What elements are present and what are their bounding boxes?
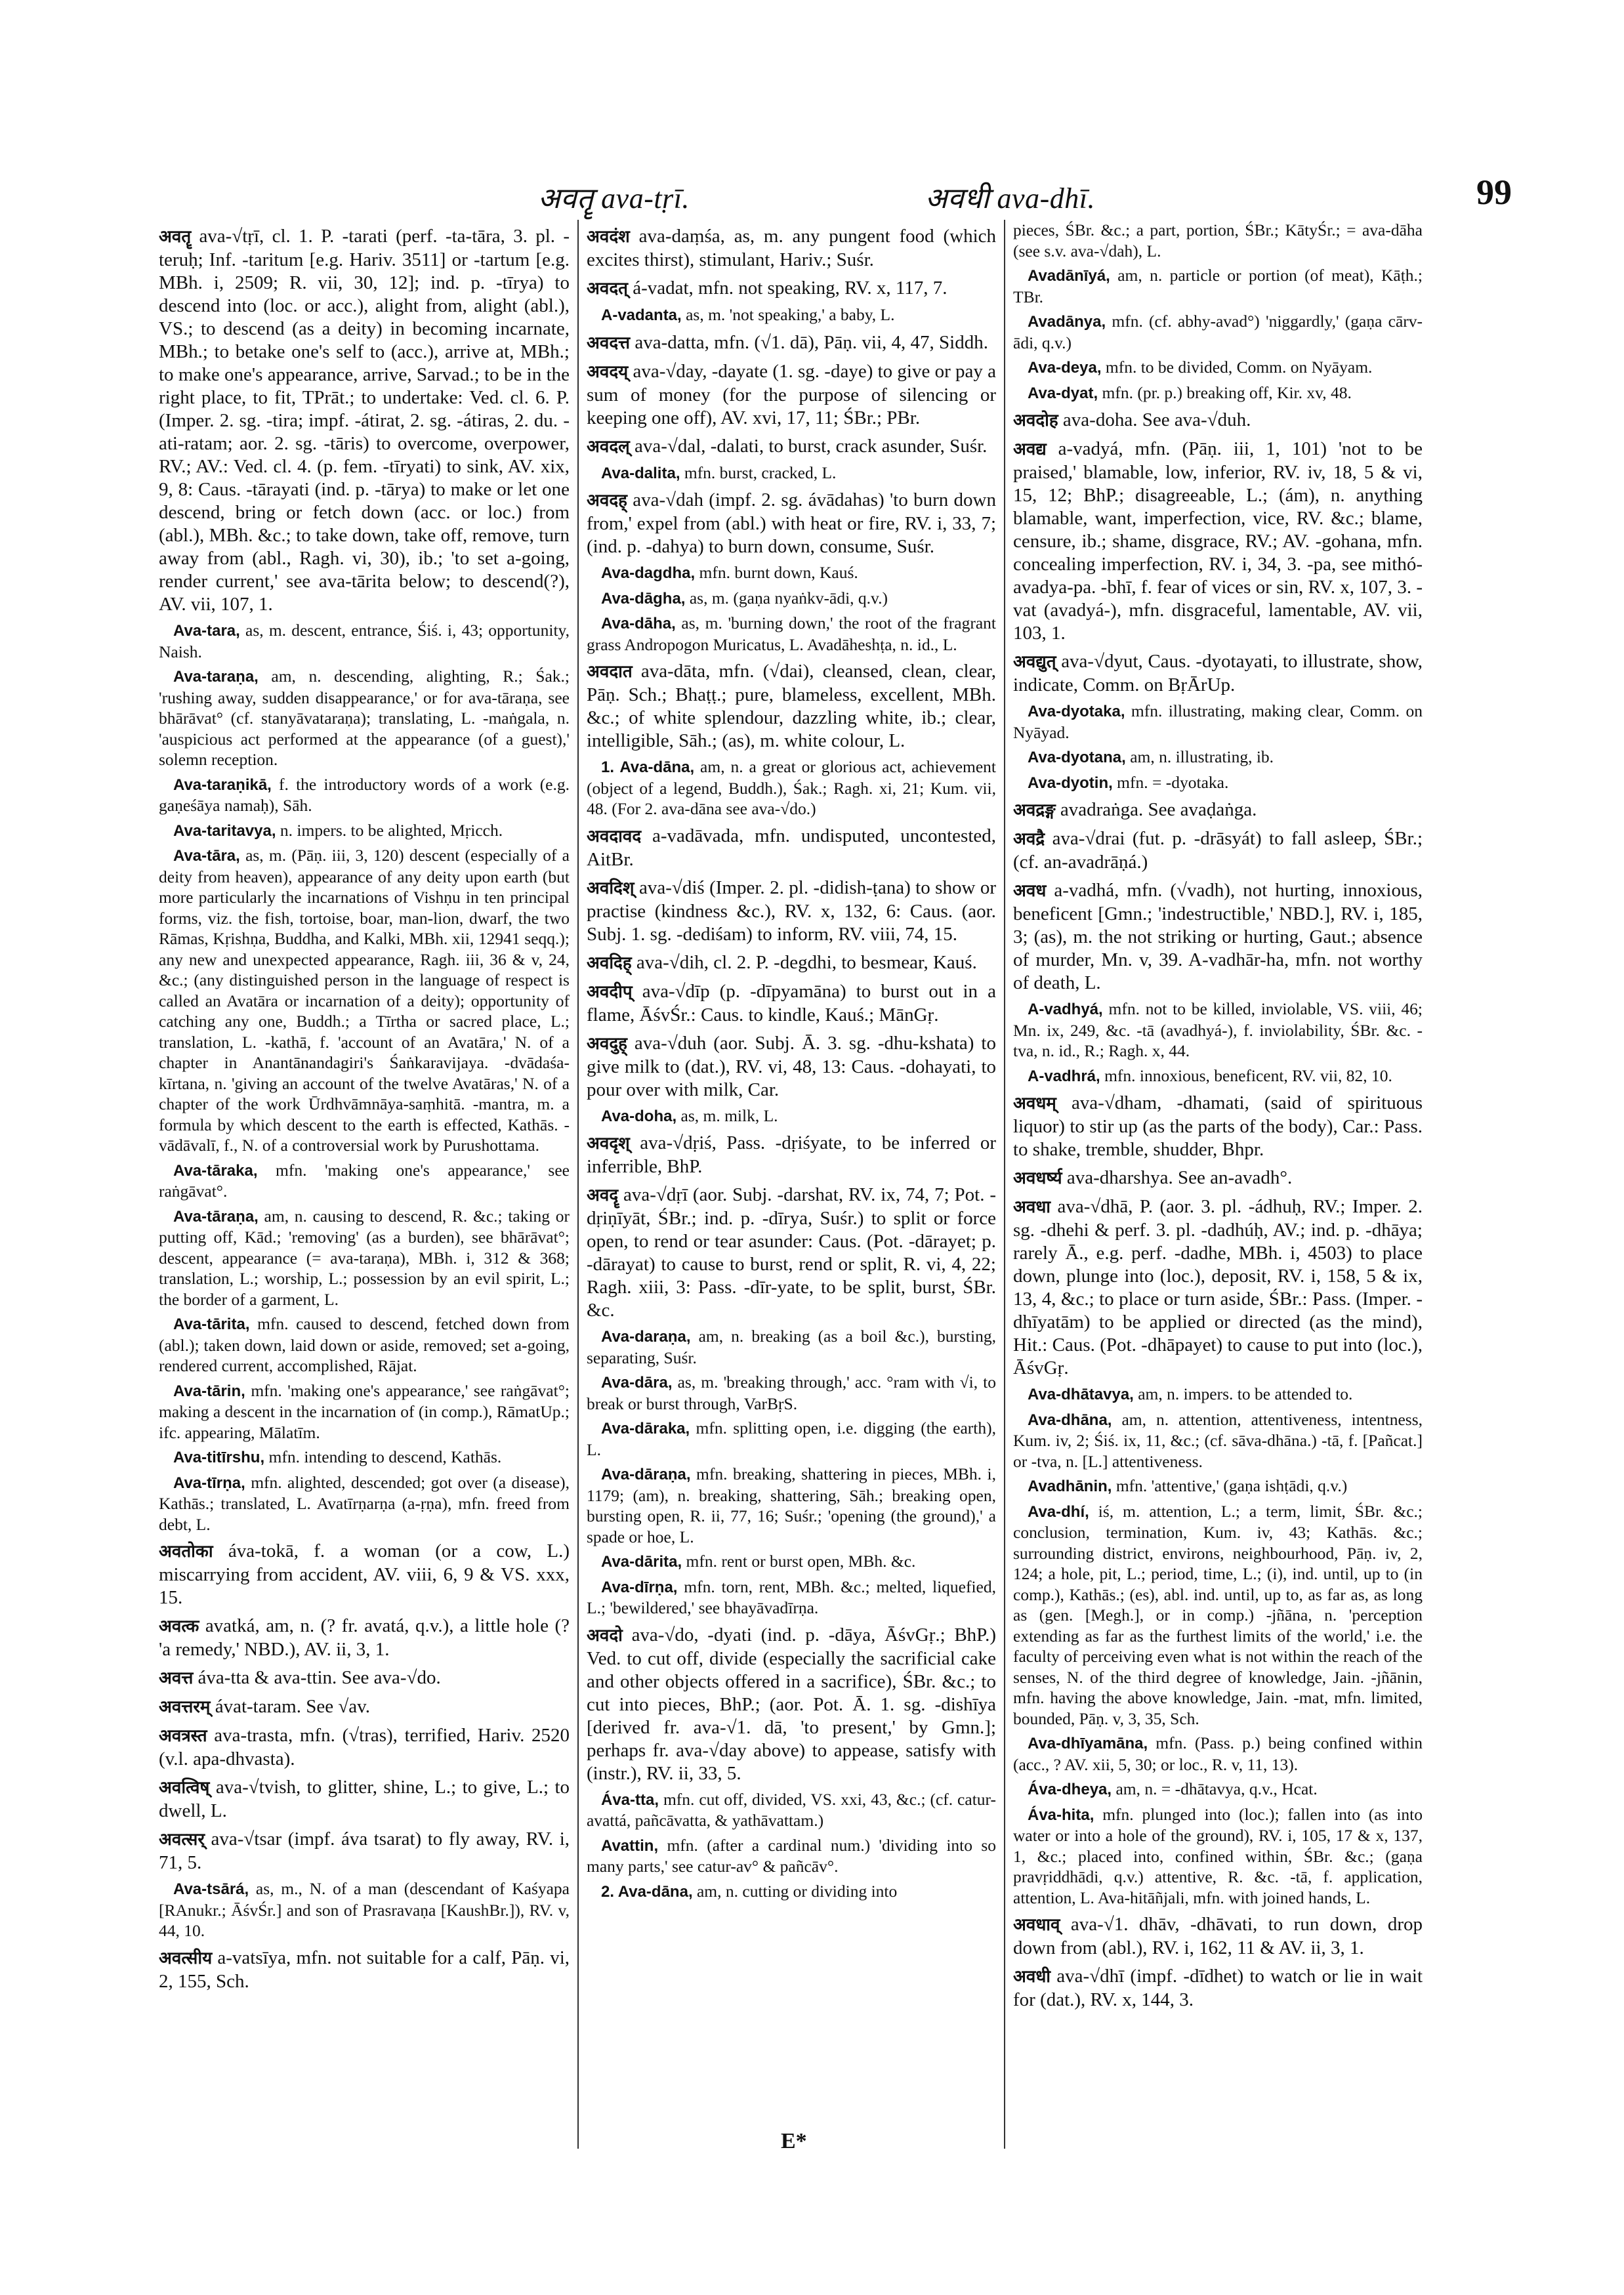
headword-entry [1013,879,1423,995]
sub-entry [1013,220,1423,261]
entry-definition: pieces, ŚBr. &c.; a part, portion, ŚBr.; KātyŚr.; = ava-dāha (see s.v. ava-√dah), L. [1013,220,1423,260]
sub-headword: 2. Ava-dāna, [601,1882,693,1901]
sub-entry [587,1789,996,1831]
sub-headword: Ava-tāraka, [173,1161,258,1180]
sub-entry [159,620,570,662]
sub-entry [587,1551,996,1573]
devanagari-headword: अवत्सर् [159,1830,205,1850]
entry-definition: mfn. = -dyotaka. [1117,772,1229,792]
entry-definition: mfn. alighted, descended; got over (a disease), Kathās.; translated, L. Avatīrṇarṇa (a-ṛṇa), mfn. freed from debt, L. [159,1472,570,1534]
entry-definition: as, m. 'burning down,' the root of the fragrant grass Andropogon Muricatus, L. Avadāheshṭa, n. id., L. [587,613,996,654]
sub-entry [1013,1733,1423,1775]
sub-entry [159,1472,570,1535]
sub-headword: Ava-dāgha, [601,589,686,608]
headword-entry [587,980,996,1027]
devanagari-headword: अवदीप् [587,982,633,1002]
entry-definition: áva-tta & ava-ttin. See ava-√do. [198,1667,441,1688]
sub-entry [1013,747,1423,768]
entry-definition: am, n. attention, attentiveness, intentness, Kum. iv, 2; Śiś. ix, 11, &c.; (cf. sāva-dhāna.) -tā, f. [Pañcat.] or -tva, n. [L.] attentiveness. [1013,1409,1423,1471]
column-1 [151,220,577,2149]
devanagari-headword: अवदुह् [587,1033,627,1054]
sub-headword: Ava-tārin, [173,1382,245,1400]
devanagari-headword: अवदृश् [587,1134,630,1153]
devanagari-headword: अवत्रस्त [159,1726,207,1746]
headword-entry [587,1032,996,1102]
sub-headword: Ava-dhí, [1028,1502,1089,1521]
page-number: 99 [1476,173,1512,212]
headword-entry [587,660,996,753]
sub-headword: Avattin, [601,1836,659,1855]
headword-entry [587,225,996,272]
entry-definition: ava-√do, -dyati (ind. p. -dāya, ĀśvGṛ.; BhP.) Ved. to cut off, divide (especially the sacrificial cake and other objects offered in a sacrifice), ŚBr. &c.; to cut into pieces, BhP.; (aor. Pot. Ā. 1. sg. -dishīya [derived fr. ava-√1. dā, 'to present,' by Gmn.]; perhaps fr. ava-√day above) to appease, satisfy with (instr.), RV. ii, 33, 5. [587,1624,997,1784]
headword-entry [159,1828,570,1874]
devanagari-headword: अवदात [587,662,633,682]
devanagari-headword: अवदत् [587,279,628,299]
devanagari-headword: अवत्तरम् [159,1697,211,1717]
sub-headword: Áva-dheya, [1028,1781,1112,1798]
entry-definition: am, n. = -dhātavya, q.v., Hcat. [1115,1779,1318,1798]
entry-definition: ava-datta, mfn. (√1. dā), Pāṇ. vii, 4, 47, Siddh. [635,331,988,353]
entry-definition: ava-dāta, mfn. (√dai), cleansed, clean, clear, Pāṇ. Sch.; Bhaṭṭ.; pure, blameless, excellent, MBh. &c.; of white splendour, dazzling white, ib.; clear, intelligible, Sāh.; (as), m. white colour, L. [587,661,997,751]
entry-definition: ava-√tvish, to glitter, shine, L.; to give, L.; to dwell, L. [159,1777,570,1821]
sub-entry [1013,1409,1423,1472]
headword-entry [1013,1965,1423,2012]
sub-entry [159,666,570,770]
columns [151,220,1473,2149]
sub-entry [587,1372,996,1414]
sub-entry [587,1106,996,1127]
headword-entry [1013,827,1423,874]
entry-definition: f. the introductory words of a work (e.g. gaṇeśāya namaḥ), Sāh. [159,774,570,815]
sub-entry [587,1418,996,1460]
devanagari-headword: अवत्विष् [159,1778,210,1798]
headword-entry [587,277,996,300]
sub-entry [159,845,570,1156]
devanagari-headword: अवद्रै [1013,829,1045,849]
sub-headword: Ava-dyotin, [1028,774,1113,792]
sub-entry [587,1577,996,1619]
entry-definition: ava-√diś (Imper. 2. pl. -didish-ṭana) to show or practise (kindness &c.), RV. x, 132, 6: Caus. (aor. Subj. 1. sg. -dediśam) to inform, RV. viii, 74, 15. [587,877,996,945]
devanagari-headword: अवतॄ [159,227,192,247]
sub-headword: Ava-taraṇa, [173,668,259,686]
headword-entry [1013,1195,1423,1380]
sub-headword: Ava-dāraṇa, [601,1466,691,1483]
sub-headword: Ava-dhātavya, [1028,1386,1134,1403]
devanagari-headword: अवध [1013,881,1047,901]
entry-definition: a-vadyá, mfn. (Pāṇ. iii, 1, 101) 'not to be praised,' blamable, low, inferior, RV. iv, 18, 5 & vi, 15, 12; BhP.; disagreeable, L.; (ám), n. anything blamable, want, imperfection, vice, RV. &c.; blame, censure, ib.; shame, disgrace, RV.; AV. -gohana, mfn. concealing imperfection, RV. i, 34, 3. -pa, see mithó-avadya-pa. -bhī, f. fear of vices or sin, RV. x, 107, 3. -vat (avadyá-), mfn. disgraceful, lamentable, AV. vii, 103, 1. [1013,438,1423,644]
devanagari-headword: अवत्त [159,1668,194,1688]
sub-entry [1013,1065,1423,1087]
devanagari-headword: अवदोह [1013,411,1058,430]
sub-headword: Ava-daraṇa, [601,1328,691,1346]
entry-definition: ava-√dhā, P. (aor. 3. pl. -ádhuḥ, RV.; Imper. 2. sg. -dhehi & perf. 3. pl. -dadhúḥ, AV.; ind. p. -dhāya; rarely Ā., e.g. perf. -dadhe, MBh. i, 4503) to place down, plunge into (loc.), deposit, RV. i, 158, 5 & ix, 13, 4, &c.; to place or turn aside, ŚBr.: Pass. (Imper. -dhīyatām) to be applied or directed (as the mind), Hit.: Caus. (Pot. -dhāpayet) to cause to put into (loc.), ĀśvGṛ. [1013,1196,1423,1378]
entry-definition: mfn. plunged into (loc.); fallen into (as into water or into a hole of the ground), RV. i, 105, 17 & x, 137, 1, &c.; placed into, confined within, ŚBr. &c.; (gaṇa pravṛiddhādi, q.v.) attentive, R. &c. -tā, f. application, attention, L. Ava-hitāñjali, mfn. with joined hands, L. [1013,1804,1423,1907]
sub-entry [1013,1476,1423,1497]
entry-definition: mfn. to be divided, Comm. on Nyāyam. [1105,358,1373,377]
sub-headword: Ava-tārita, [173,1315,250,1333]
sub-entry [159,1160,570,1202]
sub-entry [587,756,996,819]
entry-definition: am, n. particle or portion (of meat), Kāṭh.; TBr. [1013,266,1423,306]
entry-definition: mfn. (after a cardinal num.) 'dividing into so many parts,' see catur-av° & pañcāv°. [587,1835,997,1876]
sub-entry [1013,382,1423,404]
sub-entry [159,1206,570,1310]
headword-entry [1013,798,1423,822]
devanagari-headword: अवद्युत् [1013,652,1056,672]
sub-entry [1013,772,1423,794]
sub-headword: Avadānya, [1028,313,1106,331]
sub-entry [1013,357,1423,379]
entry-definition: ava-√dyut, Caus. -dyotayati, to illustrate, show, indicate, Comm. on BṛĀrUp. [1013,651,1423,695]
sub-headword: Ava-titīrshu, [173,1449,265,1466]
sub-entry [1013,1384,1423,1405]
headword-entry [159,1947,570,1993]
entry-definition: mfn. 'making one's appearance,' see raṅgāvat°. [159,1160,570,1201]
sub-headword: Ava-tsārá, [173,1880,249,1898]
headword-entry [587,825,996,871]
entry-definition: ava-√dah (impf. 2. sg. ávādahas) 'to burn down from,' expel from (abl.) with heat or fire, RV. i, 33, 7; (ind. p. -dahya) to burn down, consume, Suśr. [587,489,996,557]
entry-definition: ava-trasta, mfn. (√tras), terrified, Hariv. 2520 (v.l. apa-dhvasta). [159,1725,570,1769]
sub-headword: Ava-dāha, [601,615,676,632]
sub-headword: Ava-dārita, [601,1553,682,1571]
sub-entry [587,1835,996,1877]
entry-definition: mfn. 'attentive,' (gaṇa ishṭādi, q.v.) [1115,1476,1348,1495]
sub-entry [587,1464,996,1547]
headword-entry [1013,1092,1423,1161]
devanagari-headword: अवधी [1013,1967,1051,1987]
sub-entry [587,1881,996,1903]
devanagari-headword: अवदावद [587,826,642,846]
sub-entry [587,304,996,326]
entry-definition: ava-√dih, cl. 2. P. -degdhi, to besmear, Kauś. [636,951,977,973]
headword-entry [587,877,996,946]
column-3 [1004,220,1430,2149]
entry-definition: a-vatsīya, mfn. not suitable for a calf, Pāṇ. vi, 2, 155, Sch. [159,1947,570,1992]
headword-entry [159,1540,570,1609]
signature-mark: E* [781,2129,807,2153]
sub-headword: Ava-doha, [601,1107,677,1125]
entry-definition: mfn. not to be killed, inviolable, VS. viii, 46; Mn. ix, 249, &c. -tā (avadhyá-), f. inviolability, ŚBr. &c. -tva, n. id., R.; Ragh. x, 44. [1013,999,1423,1060]
devanagari-headword: अवद्य [1013,440,1047,459]
headword-entry [159,1724,570,1771]
devanagari-headword: अवत्क [159,1617,199,1636]
devanagari-headword: अवदो [587,1625,623,1645]
entry-definition: am, n. descending, alighting, R.; Śak.; 'rushing away, sudden disappearance,' or for ava-tāraṇa, see bhārāvat° (cf. stanyāvataraṇa); translating, L. -maṅgala, n. 'auspicious act performed at the appearance (of a guest),' solemn reception. [159,667,570,769]
entry-definition: as, m. (Pāṇ. iii, 3, 120) descent (especially of a deity from heaven), appearance of any deity upon earth (but more particularly the incarnations of Vishṇu in ten principal forms, viz. the fish, tortoise, boar, man-lion, dwarf, the two Rāmas, Kṛishṇa, Buddha, and Kalki, MBh. xii, 12941 seqq.); any new and unexpected appearance, Ragh. iii, 36 & v, 24, &c.; (any distinguished person in the language of respect is called an Avatāra or incarnation of a deity); opportunity of catching any one, Buddh.; a Tīrtha or sacred place, L.; translation, L. -kathā, f. 'account of an Avatāra,' N. of a chapter in Anantānandagiri's Śaṅkaravijaya. -dvādaśa-kīrtana, n. 'giving an account of the twelve Avatāras,' N. of a chapter of the work Ūrdhvāmnāya-saṃhitā. -mantra, m. a formula by which descent to the earth is effected, Kathās. -vādāvalī, f., N. of a controversial work by Purushottama. [159,846,570,1155]
devanagari-headword: अवदिश् [587,878,635,898]
entry-definition: mfn. rent or burst open, MBh. &c. [686,1552,916,1571]
sub-headword: Ava-dīrṇa, [601,1578,678,1596]
sub-entry [1013,311,1423,353]
entry-definition: ava-doha. See ava-√duh. [1062,409,1251,430]
devanagari-headword: अवदत्त [587,333,631,353]
sub-entry [587,463,996,484]
sub-entry [1013,999,1423,1062]
entry-definition: as, m. descent, entrance, Śiś. i, 43; opportunity, Naish. [159,621,570,661]
entry-definition: áva-tokā, f. a woman (or a cow, L.) miscarrying from accident, AV. viii, 6, 9 & VS. xxx, 15. [159,1540,570,1608]
entry-definition: avatká, am, n. (? fr. avatá, q.v.), a little hole (? 'a remedy,' NBD.), AV. ii, 3, 1. [159,1615,570,1660]
sub-headword: Ava-taritavya, [173,821,276,840]
sub-entry [159,1447,570,1468]
sub-entry [587,562,996,584]
entry-definition: ava-√dīp (p. -dīpyamāna) to burst out in a flame, ĀśvŚr.: Caus. to kindle, Kauś.; MānGṛ. [587,980,996,1025]
entry-definition: am, n. breaking (as a boil &c.), bursting, separating, Suśr. [587,1327,996,1367]
sub-headword: Ava-dalita, [601,464,680,482]
entry-definition: ava-√drai (fut. p. -drāsyát) to fall asleep, ŚBr.; (cf. an-avadrāṇá.) [1013,828,1423,873]
sub-headword: Ava-tāraṇa, [173,1207,259,1226]
sub-headword: Ava-dagdha, [601,564,696,582]
headword-entry [587,951,996,975]
sub-entry [1013,1501,1423,1729]
entry-definition: as, m. 'not speaking,' a baby, L. [686,305,895,324]
entry-definition: ava-√dhī (impf. -dīdhet) to watch or lie in wait for (dat.), RV. x, 144, 3. [1013,1966,1423,2010]
sub-headword: Ava-taraṇikā, [173,775,272,794]
devanagari-headword: अवत्सीय [159,1948,213,1968]
devanagari-headword: अवदिह् [587,953,632,973]
entry-definition: á-vadat, mfn. not speaking, RV. x, 117, 7. [633,278,947,299]
running-head-right: अवधी ava-dhī. [925,182,1095,215]
sub-entry [1013,1804,1423,1909]
headword-entry [159,1666,570,1690]
entry-definition: mfn. (cf. abhy-avad°) 'niggardly,' (gaṇa cārv-ādi, q.v.) [1013,312,1423,352]
sub-headword: Ava-tara, [173,622,240,640]
entry-definition: mfn. torn, rent, MBh. &c.; melted, liquefied, L.; 'bewildered,' see bhayāvadīrṇa. [587,1577,997,1617]
headword-entry [1013,650,1423,697]
sub-headword: Ava-deya, [1028,359,1102,377]
sub-headword: Avadhānin, [1028,1478,1112,1495]
sub-headword: Avadānīyá, [1028,267,1110,285]
sub-headword: Ava-dyotaka, [1028,703,1125,720]
sub-entry [159,1380,570,1443]
entry-definition: mfn. splitting open, i.e. digging (the earth), L. [587,1418,996,1459]
entry-definition: am, n. a great or glorious act, achievement (object of a legend, Buddh.), Śak.; Ragh. xi, 21; Kum. vii, 48. (For 2. ava-dāna see ava-√do.) [587,757,997,818]
entry-definition: mfn. (pr. p.) breaking off, Kir. xv, 48. [1102,382,1352,402]
headword-entry [1013,438,1423,645]
sub-headword: Ava-dhīyamāna, [1028,1735,1148,1752]
headword-entry [587,360,996,430]
devanagari-headword: अवदह् [587,491,627,510]
running-head-left: अवतॄ ava-tṛī. [538,182,690,215]
entry-definition: mfn. cut off, divided, VS. xxi, 43, &c.; (cf. catur-avattá, pañcāvatta, & yathāvattam.) [587,1789,997,1830]
entry-definition: ava-√duh (aor. Subj. Ā. 3. sg. -dhu-kshata) to give milk to (dat.), RV. vi, 48, 13: Caus. -dohayati, to pour over with milk, Car. [587,1032,996,1100]
entry-definition: as, m. 'breaking through,' acc. °ram with √i, to break or burst through, VarBṛS. [587,1373,996,1413]
entry-definition: ava-√1. dhāv, -dhāvati, to run down, drop down from (abl.), RV. i, 162, 11 & AV. ii, 3, 1. [1013,1914,1423,1958]
entry-definition: as, m. milk, L. [680,1106,778,1125]
sub-entry [1013,1779,1423,1800]
entry-definition: am, n. cutting or dividing into [696,1881,898,1901]
entry-definition: mfn. intending to descend, Kathās. [268,1447,502,1466]
sub-headword: Ava-dyotana, [1028,749,1126,766]
sub-entry [1013,701,1423,743]
entry-definition: mfn. illustrating, making clear, Comm. on Nyāyad. [1013,701,1423,742]
headword-entry [1013,1913,1423,1960]
headword-entry [159,1615,570,1661]
devanagari-headword: अवधम् [1013,1094,1056,1113]
sub-headword: A-vadhrá, [1028,1067,1100,1085]
devanagari-headword: अवधा [1013,1197,1051,1217]
headword-entry [587,489,996,558]
entry-definition: mfn. (Pass. p.) being confined within (acc., ? AV. xii, 5, 30; or loc., R. v, 11, 13). [1013,1733,1423,1774]
sub-headword: 1. Ava-dāna, [601,758,695,776]
devanagari-headword: अवधाव् [1013,1915,1060,1935]
entry-definition: mfn. caused to descend, fetched down from (abl.); taken down, laid down or aside, removed; set a-going, rendered current, accomplished, Rājat. [159,1314,570,1375]
entry-definition: mfn. burnt down, Kauś. [699,563,858,582]
entry-definition: ava-√tṛī, cl. 1. P. -tarati (perf. -ta-tāra, 3. pl. -teruḥ; Inf. -taritum [e.g. Hariv. 3511] or -tartum [e.g. MBh. i, 2509; R. vii, 30, 12]; ind. p. -tīrya) to descend into (loc. or acc.), alight from, alight (abl.), VS.; to descend (as a deity) in becoming incarnate, MBh.; to betake one's self to (acc.), arrive at, MBh.; to make one's appearance, arrive, Sarvad.; to be in the right place, to fit, TPrāt.; to undertake: Ved. cl. 6. P. (Imper. 2. sg. -tira; impf. -átirat, 2. sg. -átiras, 2. du. -ati-ratam; aor. 2. sg. -tāris) to overcome, overpower, RV.; AV.: Ved. cl. 4. (p. fem. -tīryati) to sink, AV. xix, 9, 8: Caus. -tārayati (ind. p. -tārya) to make or let one descend, bring or fetch down (acc. or loc.) from (abl.), MBh. &c.; to take down, take off, remove, turn away from (abl., Ragh. vi, 30), ib.; 'to set a-going, render current,' see ava-tārita below; to descend(?), AV. vii, 107, 1. [159,226,570,615]
devanagari-headword: अवद्रङ्ग [1013,800,1056,820]
headword-entry [587,1624,996,1785]
sub-entry [159,1313,570,1376]
sub-entry [587,613,996,655]
sub-entry [587,1326,996,1368]
sub-headword: Ava-dāra, [601,1374,673,1392]
devanagari-headword: अवदल् [587,436,630,457]
entry-definition: mfn. breaking, shattering in pieces, MBh. i, 1179; (am), n. breaking, shattering, Sāh.; breaking open, bursting open, R. ii, 77, 16; Suśr.; 'opening (the ground),' a spade or hoe, L. [587,1464,996,1546]
headword-entry [159,1776,570,1823]
sub-entry [159,1878,570,1941]
sub-headword: A-vadanta, [601,306,682,324]
entry-definition: a-vadhá, mfn. (√vadh), not hurting, innoxious, beneficent [Gmn.; 'indestructible,' NBD.], RV. i, 185, 3; (as), m. the not striking or hurting, Gaut.; absence of murder, Mn. v, 39. A-vadhār-ha, mfn. not worthy of death, L. [1013,880,1423,993]
sub-headword: Áva-tta, [601,1790,659,1809]
sub-headword: Ava-dyat, [1028,384,1098,402]
entry-definition: ava-√dham, -dhamati, (said of spirituous liquor) to stir up (as the parts of the body), Car.: Pass. to shake, tremble, shudder, Bhpr. [1013,1092,1423,1160]
sub-entry [1013,265,1423,307]
entry-definition: as, m., N. of a man (descendant of Kaśyapa [RAnukr.; ĀśvŚr.] and son of Prasravaṇa [KaushBr.]), RV. v, 44, 10. [159,1879,570,1940]
sub-headword: Ava-dhāna, [1028,1411,1112,1429]
entry-definition: ava-√dal, -dalati, to burst, crack asunder, Suśr. [635,435,988,457]
entry-definition: ava-√tsar (impf. áva tsarat) to fly away, RV. i, 71, 5. [159,1829,570,1873]
headword-entry [587,1184,996,1322]
entry-definition: avadraṅga. See avaḍaṅga. [1060,799,1257,820]
sub-headword: A-vadhyá, [1028,1001,1103,1018]
headword-entry [587,1132,996,1178]
column-2 [577,220,1004,2149]
devanagari-headword: अवतोका [159,1542,213,1561]
entry-definition: ava-dharshya. See an-avadh°. [1066,1167,1293,1188]
entry-definition: iś, m. attention, L.; a term, limit, ŚBr. &c.; conclusion, termination, Kum. iv, 43; Kathās. &c.; surrounding district, environs, neighbourhood, Pāṇ. iv, 2, 124; a hole, pit, L.; period, time, L.; (i), ind. until, up to (in comp.), Kathās.; (es), abl. ind. until, up to, as far as, as long as (gen. [Megh.], or in comp.) -jñāna, n. 'perception extending as far as the furthest limits of the world,' i.e. the faculty of perceiving even what is not within the reach of the senses, N. of the third degree of knowledge, Jain. -jñānin, mfn. having the above knowledge, Jain. -mat, mfn. limited, bounded, Pāṇ. v, 3, 35, Sch. [1013,1501,1423,1728]
entry-definition: mfn. 'making one's appearance,' see raṅgāvat°; making a descent in the incarnation of (in comp.), RāmatUp.; ifc. appearing, Mālatīm. [159,1380,570,1442]
devanagari-headword: अवदय् [587,362,629,382]
sub-headword: Ava-tāra, [173,847,240,865]
entry-definition: ava-daṃśa, as, m. any pungent food (which excites thirst), stimulant, Hariv.; Suśr. [587,226,997,270]
devanagari-headword: अवदॄ [587,1186,619,1205]
sub-headword: Ava-tīrṇa, [173,1474,245,1492]
headword-entry [587,435,996,459]
sub-headword: Áva-hita, [1028,1806,1094,1824]
headword-entry [1013,1167,1423,1190]
headword-entry [587,331,996,355]
entry-definition: ava-√day, -dayate (1. sg. -daye) to give or pay a sum of money (for the purpose of silencing or keeping one off), AV. xvi, 17, 11; ŚBr.; PBr. [587,360,996,428]
headword-entry [159,1695,570,1719]
entry-definition: mfn. innoxious, beneficent, RV. vii, 82, 10. [1104,1065,1392,1085]
entry-definition: as, m. (gaṇa nyaṅkv-ādi, q.v.) [689,588,888,608]
entry-definition: ávat-taram. See √av. [215,1696,370,1717]
devanagari-headword: अवधर्ष्य [1013,1168,1062,1188]
entry-definition: am, n. illustrating, ib. [1130,747,1274,766]
headword-entry [159,225,570,616]
entry-definition: mfn. burst, cracked, L. [684,463,837,482]
entry-definition: am, n. impers. to be attended to. [1138,1384,1353,1403]
sub-entry [159,774,570,816]
headword-entry [1013,409,1423,432]
sub-headword: Ava-dāraka, [601,1420,690,1437]
devanagari-headword: अवदंश [587,227,630,247]
entry-definition: n. impers. to be alighted, Mṛicch. [280,820,503,840]
entry-definition: a-vadāvada, mfn. undisputed, uncontested, AitBr. [587,825,997,870]
entry-definition: ava-√dṛī (aor. Subj. -darshat, RV. ix, 74, 7; Pot. -dṛiṇīyāt, ŚBr.; ind. p. -dīrya, Suśr.) to split or force open, to rend or tear asunder: Caus. (Pot. -dārayet; p. -dārayat) to cause to burst, rend or split, R. vi, 4, 22; Ragh. xiii, 3: Pass. -dīr-yate, to be split, burst, ŚBr. &c. [587,1184,996,1321]
entry-definition: ava-√dṛiś, Pass. -dṛiśyate, to be inferred or inferrible, BhP. [587,1132,997,1177]
entry-definition: am, n. causing to descend, R. &c.; taking or putting off, Kād.; 'removing' (as a burden), see bhārāvat°; descent, appearance (= ava-taraṇa), MBh. i, 312 & 368; translation, L.; worship, L.; possession by an evil spirit, L.; the border of a garment, L. [159,1206,570,1309]
sub-entry [159,820,570,842]
sub-entry [587,588,996,610]
